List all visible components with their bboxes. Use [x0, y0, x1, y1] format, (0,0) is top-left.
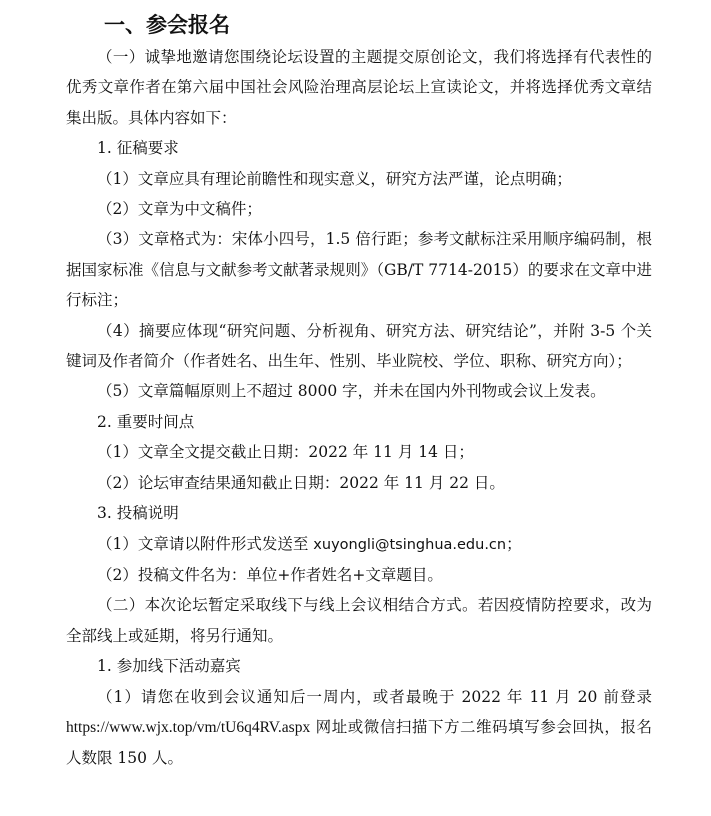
timeline-item-1: （1）文章全文提交截止日期：2022 年 11 月 14 日； [97, 443, 474, 462]
section-1-title: 1. 征稿要求 [97, 139, 179, 158]
submission-item-1-end: ； [506, 534, 522, 553]
registration-item-1-text: （1）请您在收到会议通知后一周内，或者最晚于 2022 年 11 月 20 前登录 [97, 687, 652, 706]
requirement-item-2: （2）文章为中文稿件； [97, 200, 262, 219]
submission-item-2: （2）投稿文件名为：单位+作者姓名+文章题目。 [97, 565, 443, 584]
meeting-format-paragraph: （二）本次论坛暂定采取线下与线上会议相结合方式。若因疫情防控要求，改为全部线上或延期，将另行通知。 [66, 596, 652, 645]
registration-url-link[interactable]: https://www.wjx.top/vm/tU6q4RV.aspx [66, 718, 311, 736]
submission-email-link[interactable]: xuyongli@tsinghua.edu.cn [313, 536, 507, 553]
submission-item-1 [66, 529, 652, 560]
requirement-item-5: （5）文章篇幅原则上不超过 8000 字，并未在国内外刊物或会议上发表。 [97, 382, 606, 401]
intro-paragraph: （一）诚挚地邀请您围绕论坛设置的主题提交原创论文，我们将选择有代表性的优秀文章作者在第六届中国社会风险治理高层论坛上宣读论文，并将选择优秀文章结集出版。具体内容如下： [66, 48, 652, 127]
section-heading: 一、参会报名 [104, 13, 230, 37]
section-3-title: 3. 投稿说明 [97, 504, 179, 523]
submission-item-1-text: （1）文章请以附件形式发送至 [97, 534, 314, 553]
requirement-item-4: （4）摘要应体现“研究问题、分析视角、研究方法、研究结论”，并附 3-5 个关键词及作者简介（作者姓名、出生年、性别、毕业院校、学位、职称、研究方向）； [66, 321, 652, 371]
requirement-item-3: （3）文章格式为：宋体小四号，1.5 倍行距；参考文献标注采用顺序编码制，根据国家标准《信息与文献参考文献著录规则》（GB/T 7714-2015）的要求在文章中进行标注； [66, 230, 652, 310]
document-page [66, 0, 652, 774]
registration-item-1 [66, 682, 652, 774]
section-2-title: 2. 重要时间点 [97, 412, 195, 431]
registration-item-1-end: 网址或微信扫描下方二维码填写参会回执，报名人数限 150 人。 [66, 717, 652, 768]
requirement-item-1: （1）文章应具有理论前瞻性和现实意义，研究方法严谨，论点明确； [97, 169, 572, 188]
timeline-item-2: （2）论坛审查结果通知截止日期：2022 年 11 月 22 日。 [97, 473, 505, 492]
offline-guests-title: 1. 参加线下活动嘉宾 [97, 657, 241, 676]
